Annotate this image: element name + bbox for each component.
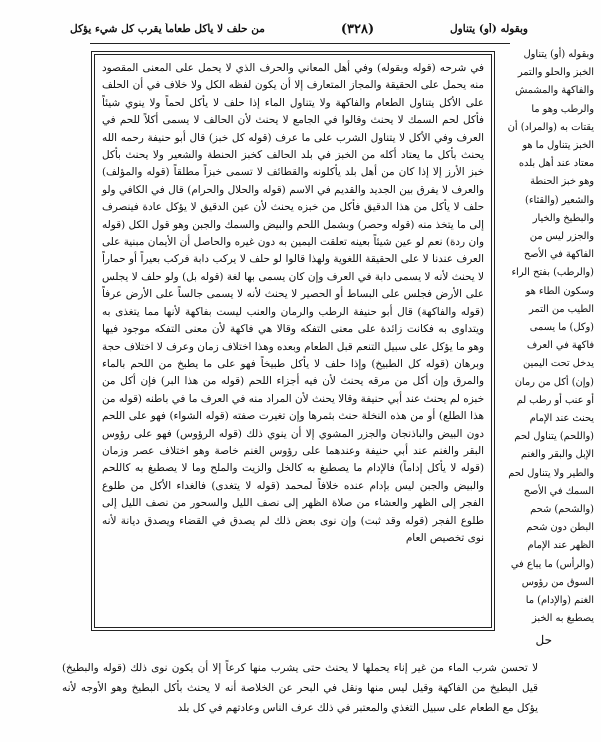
page-number: (٣٢٨) (340, 21, 375, 37)
header-running-title-left: من حلف لا يأكل طعاماً يقرب كل شيء يؤكل (70, 23, 265, 35)
header-running-title-right: وبقوله (أو) يتناول (450, 23, 528, 35)
bottom-continuation-text: لا تحسن شرب الماء من غير إناء يحملها لا يحنث حتى يشرب منها كرعاً إلا أن يكون نوى ذلك (قوله والبطيخ) قيل البطيخ من الفاكهة وقيل ليس منها ونقل في البحر عن الخلاصة أنه لا يحنث بأكل البطيخ وهو الأوجه لأنه يؤكل مع الطعام على سبيل التغذي والمعتبر في ذلك عرف الناس وعادتهم في كل بلد (62, 662, 538, 714)
margin-matn-column (506, 46, 594, 628)
corner-catchword: حل (535, 633, 552, 647)
main-commentary-text: في شرحه (قوله وبقوله) وفي أهل المعاني والحرف الذي لا يحمل على المعنى المقصود منه يحمل على الحقيقة والمجاز المتعارف إلا أن يكون لفظه الكل ولا خلاف في أن الحلف على الأكل يتناول الطعام والفاكهة ولا يتناول الماء إذا حلف لا يأكل لحماً ولا ينوي شيئاً فأكل لحم السمك لا يحنث وقالوا في الجامع لا يحنث لأن الحالف لا يسمى أكلاً للحم في العرف وفي الأكل لا يتناول الشرب على ما عرف (قوله كل خبز) قال أبو حنيفة رحمه الله يحنث بأكل ما يعتاد أكله من الخبز في بلد الحالف كخبز الحنطة والشعير ولا يحنث بأكل خبز الأرز إلا إذا كان من أهل بلد يأكلونه والقطائف لا تسمى خبزاً مطلقاً (قوله والمؤلف) والعرف لا يفرق بين الجديد والقديم في الاسم (قوله والحلال والحرام) قال في الكافي ولو حلف لا يأكل من هذا الدقيق فأكل من خبزه يحنث لأن عين الدقيق لا يؤكل عادة فينصرف إلى ما يتخذ منه (قوله وحصر) وبشمل اللحم والبيض والسمك والجبن وهو قول الكل (قوله وان ردة) نعم لو عين شيئاً بعينه تعلقت اليمين به دون غيره والحاصل أن الأيمان مبنية على العرف عندنا لا على الحقيقة اللغوية ولهذا قالوا لو حلف لا يركب دابة فركب بعيراً أو حماراً لا يحنث لأنه لا يسمى دابة في العرف وإن كان يسمى بها لغة (قوله بل) ولو حلف لا يجلس على الأرض فجلس على البساط أو الحصير لا يحنث لأنه لا يسمى جالساً على الأرض عرفاً (قوله والفاكهة) قال أبو حنيفة الرطب والرمان والعنب ليست بفاكهة لأنها مما يتغذى به ويتداوى به فكانت زائدة على معنى التفكه وقالا هي فاكهة لأن معنى التفكه موجود فيها وهو ما يؤكل على سبيل التنعم قبل الطعام وبعده وهذا اختلاف زمان وعرف لا اختلاف حجة وبرهان (قوله كل الطبيخ) وإذا حلف لا يأكل طبيخاً فهو على ما يطبخ من اللحم بالماء والمرق وإن أكل من مرقه يحنث لأن فيه أجزاء اللحم (قوله من هذا البر) فإن أكل من خبزه لم يحنث عند أبي حنيفة وقالا يحنث لأن المراد منه في العرف ما في باطنه (قوله من هذا الطلع) أو من هذه النخلة حنث بثمرها وإن تغيرت صفته (قوله الشواء) فهو على اللحم دون البيض والباذنجان والجزر المشوي إلا أن ينوي ذلك (قوله الرؤوس) فهو على رؤوس البقر والغنم عند أبي حنيفة وعندهما على رؤوس الغنم خاصة وهو اختلاف عصر وزمان (قوله لا يأكل إداماً) فالإدام ما يصطبغ به كالخل والزيت والملح وما لا يصطبغ به كاللحم والبيض والجبن ليس بإدام عنده خلافاً لمحمد (قوله لا يتغدى) فالغداء الأكل من طلوع الفجر إلى الظهر والعشاء من صلاة الظهر إلى نصف الليل والسحور من نصف الليل إلى طلوع الفجر (قوله وقد ثبت) وإن نوى بعض ذلك لم يصدق في القضاء ويصدق ديانة لأنه نوى تخصيص العام (102, 62, 484, 544)
main-commentary-block (94, 54, 492, 628)
header-rule (90, 43, 510, 44)
page-header (70, 16, 528, 42)
margin-matn-text: وبقوله (أو) يتناول الخبز والحلو والتمر والفاكهة والمشمش والرطب وهو ما يقتات به (والمراد) أن الخبز يتناول ما هو معتاد عند أهل بلده وهو خبز الحنطة والشعير (والقثاء) والبطيخ والخيار والجزر ليس من الفاكهة في الأصح (والرطب) بفتح الراء وسكون الطاء هو الطيب من التمر (وكل) ما يسمى فاكهة في العرف يدخل تحت اليمين (وإن) أكل من رمان أو عنب أو رطب لم يحنث عند الإمام (واللحم) يتناول لحم الإبل والبقر والغنم والطير ولا يتناول لحم السمك في الأصح (والشحم) شحم البطن دون شحم الظهر عند الإمام (والرأس) ما يباع في السوق من رؤوس الغنم (والإدام) ما يصطبغ به الخبز (507, 49, 594, 625)
bottom-continuation-block (62, 658, 538, 718)
